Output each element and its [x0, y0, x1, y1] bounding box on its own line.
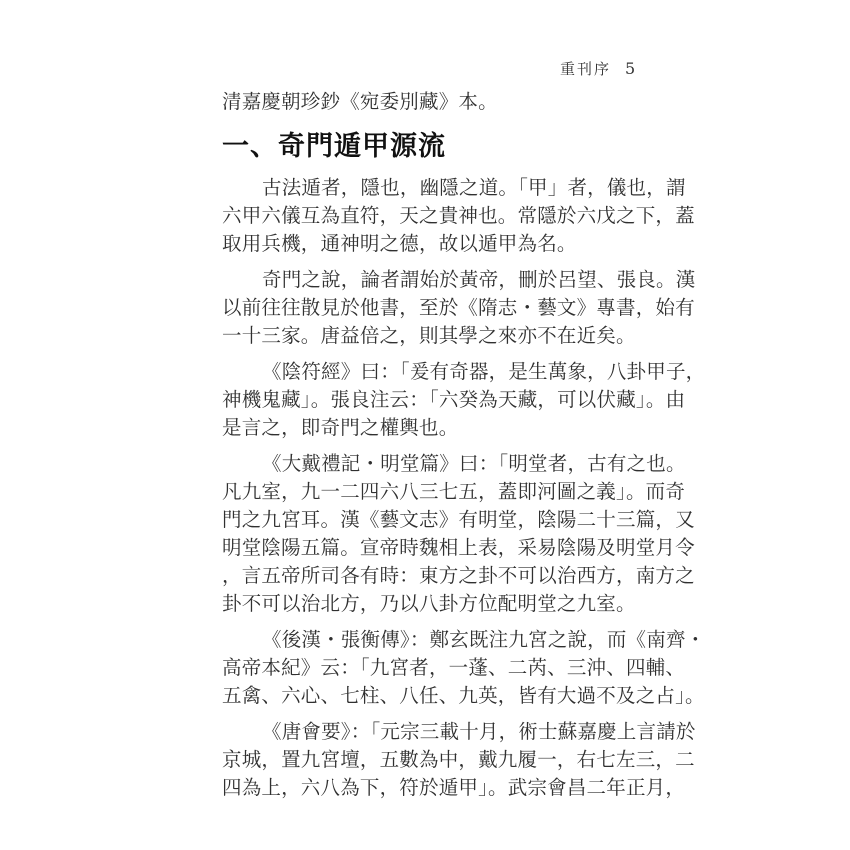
paragraph-line: 《陰符經》曰：「爰有奇器，是生萬象，八卦甲子， — [262, 360, 706, 383]
running-head — [560, 58, 636, 79]
paragraph-line: 京城，置九宮壇，五數為中，戴九履一，右七左三，二 — [222, 748, 695, 771]
paragraph-line: 一十三家。唐益倍之，則其學之來亦不在近矣。 — [222, 324, 636, 347]
paragraph-4 — [222, 450, 695, 618]
paragraph-line: 《後漢・張衡傳》：鄭玄既注九宮之說，而《南齊・ — [262, 628, 706, 651]
running-head-title: 重刊序 — [560, 60, 612, 78]
paragraph-line: 《唐會要》：「元宗三載十月，術士蘇嘉慶上言請於 — [262, 720, 696, 743]
paragraph-line: 六甲六儀互為直符，天之貴神也。常隱於六戊之下，蓋 — [222, 204, 695, 227]
paragraph-line: 古法遁者，隱也，幽隱之道。「甲」者，儀也，謂 — [262, 176, 686, 199]
paragraph-5 — [222, 626, 706, 710]
paragraph-line: 《大戴禮記・明堂篇》曰：「明堂者，古有之也。 — [262, 452, 686, 475]
paragraph-line: 高帝本紀》云：「九宮者，一蓬、二芮、三沖、四輔、 — [222, 656, 686, 679]
paragraph-line: 奇門之說，論者謂始於黃帝，刪於呂望、張良。漢 — [262, 268, 696, 291]
paragraph-line: 神機鬼藏」。張良注云：「六癸為天藏，可以伏藏」。由 — [222, 388, 686, 411]
body-text — [222, 88, 706, 802]
paragraph-6 — [222, 718, 696, 802]
paragraph-2 — [222, 266, 696, 350]
paragraph-line: 以前往往散見於他書，至於《隋志・藝文》專書，始有 — [222, 296, 695, 319]
paragraph-3 — [222, 358, 706, 442]
paragraph-line: 五禽、六心、七柱、八任、九英，皆有大過不及之占」。 — [222, 684, 705, 707]
paragraph-line: ，言五帝所司各有時：東方之卦不可以治西方，南方之 — [222, 564, 695, 587]
paragraph-line: 是言之，即奇門之權輿也。 — [222, 416, 459, 439]
paragraph-line: 門之九宮耳。漢《藝文志》有明堂，陰陽二十三篇，又 — [222, 508, 695, 531]
paragraph-line: 四為上，六八為下，符於遁甲」。武宗會昌二年正月， — [222, 776, 686, 799]
page-number: 5 — [625, 59, 636, 78]
paragraph-line: 明堂陰陽五篇。宣帝時魏相上表，采易陰陽及明堂月令 — [222, 536, 695, 559]
paragraph-line: 卦不可以治北方，乃以八卦方位配明堂之九室。 — [222, 592, 636, 615]
paragraph-line: 凡九室，九一二四六八三七五，蓋即河圖之義」。而奇 — [222, 480, 686, 503]
paragraph-line: 取用兵機，通神明之德，故以遁甲為名。 — [222, 232, 577, 255]
section-heading: 一、奇門遁甲源流 — [222, 131, 446, 162]
opening-line: 清嘉慶朝珍鈔《宛委別藏》本。 — [222, 90, 498, 113]
paragraph-1 — [222, 174, 695, 258]
